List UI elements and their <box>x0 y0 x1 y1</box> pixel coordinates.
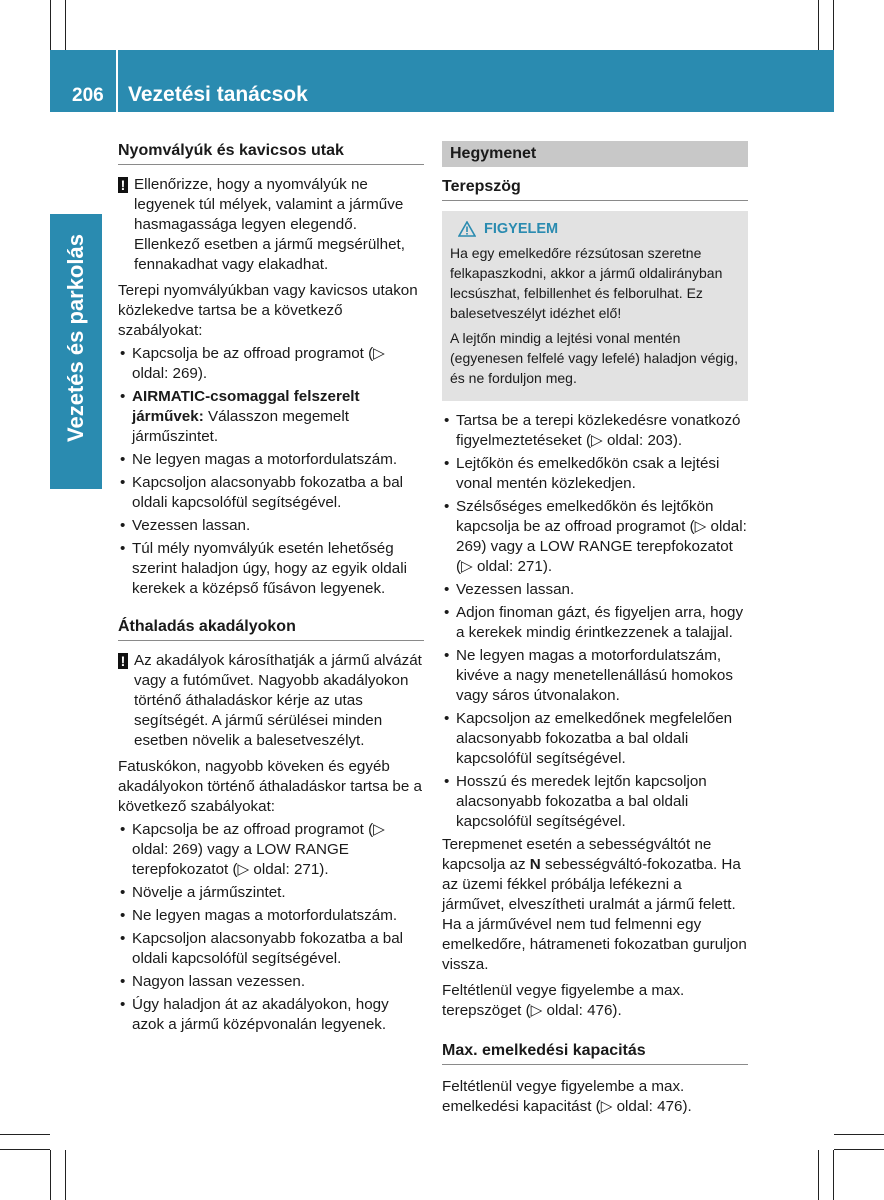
note-text: Ellenőrizze, hogy a nyomvályúk ne legyenek túl mélyek, valamint a járműve hasmagassága legyen elegendő. Ellenkező esetben a jármű megsérülhet, fennakadhat vagy elakadhat. <box>134 176 405 273</box>
note-text: Az akadályok károsíthatják a jármű alvázát vagy a futóművet. Nagyobb akadályokon történő áthaladáskor kérje az utas segítségét. A jármű sérülései minden esetben növelik a balesetveszélyt. <box>134 652 422 749</box>
warning-paragraph: Ha egy emelkedőre rézsútosan szeretne felkapaszkodni, akkor a jármű oldalirányban lecsúszhat, felbillenhet és felborulhat. Ez balesetveszélyt idézhet elő! <box>450 245 723 321</box>
list-item: • Kapcsolja be az offroad programot (▷ oldal: 269). <box>118 344 424 384</box>
list-item: • Hosszú és meredek lejtőn kapcsoljon alacsonyabb fokozatba a bal oldali kapcsolófül segítségével. <box>442 772 748 832</box>
list-item: • Lejtőkön és emelkedőkön csak a lejtési vonal mentén közlekedjen. <box>442 454 748 494</box>
warning-paragraph: A lejtőn mindig a lejtési vonal mentén (egyenesen felfelé vagy lefelé) haladjon végig, és ne forduljon meg. <box>450 330 738 386</box>
crop-mark <box>834 1134 884 1135</box>
left-column <box>118 141 424 1038</box>
warning-label: FIGYELEM <box>484 221 559 237</box>
bullet-list <box>118 344 424 599</box>
list-item: • Ne legyen magas a motorfordulatszám, kivéve a nagy menetellenállású homokos vagy sáros útvonalakon. <box>442 646 748 706</box>
warning-box <box>442 211 748 401</box>
list-item: • Szélsőséges emelkedőkön és lejtőkön kapcsolja be az offroad programot (▷ oldal: 269) vagy a LOW RANGE terepfokozatot (▷ oldal: 271). <box>442 497 748 577</box>
paragraph: Feltétlenül vegye figyelembe a max. emelkedési kapacitást (▷ oldal: 476). <box>442 1078 692 1115</box>
crop-mark <box>833 1150 834 1200</box>
section-heading: Nyomvályúk és kavicsos utak <box>118 141 424 165</box>
warning-header <box>450 219 740 239</box>
gear-position-n: N <box>529 856 541 873</box>
paragraph-text: sebességváltó-fokozatba. Ha az üzemi fékkel próbálja lefékezni a járművet, elveszítheti uralmát a jármű felett. Ha a járművével nem tud felmenni egy emelkedőre, hátrameneti fokozatban guruljon vissza. <box>442 856 747 973</box>
crop-mark <box>0 1149 50 1150</box>
list-item: • Adjon finoman gázt, és figyeljen arra, hogy a kerekek mindig érintkezzenek a talajjal. <box>442 603 748 643</box>
bullet-list <box>442 411 748 832</box>
section-heading: Áthaladás akadályokon <box>118 617 424 641</box>
page-title: Vezetési tanácsok <box>128 83 308 106</box>
right-column <box>442 141 748 1117</box>
paragraph: Fatuskókon, nagyobb köveken és egyéb akadályokon történő áthaladáskor tartsa be a következő szabályokat: <box>118 758 422 815</box>
caution-note <box>118 651 424 751</box>
exclamation-icon: ! <box>118 653 128 669</box>
list-item: • Vezessen lassan. <box>442 580 748 600</box>
section-heading-hegymenet: Hegymenet <box>442 141 748 167</box>
exclamation-icon: ! <box>118 177 128 193</box>
crop-mark <box>818 0 819 50</box>
crop-mark <box>65 1150 66 1200</box>
page-number: 206 <box>72 85 104 106</box>
crop-mark <box>0 1134 50 1135</box>
list-item: • Túl mély nyomvályúk esetén lehetőség szerint haladjon úgy, hogy az egyik oldali kerekek a középső fűsávon legyenek. <box>118 539 424 599</box>
crop-mark <box>65 0 66 50</box>
crop-mark <box>818 1150 819 1200</box>
caution-note <box>118 175 424 275</box>
list-item: • Kapcsoljon az emelkedőnek megfelelően alacsonyabb fokozatba a bal oldali kapcsolófül segítségével. <box>442 709 748 769</box>
paragraph <box>442 835 748 975</box>
list-item: • Ne legyen magas a motorfordulatszám. <box>118 450 424 470</box>
list-item-text: Válasszon megemelt járműszintet. <box>132 408 349 445</box>
list-item: • Kapcsoljon alacsonyabb fokozatba a bal oldali kapcsolófül segítségével. <box>118 929 424 969</box>
list-item: • Növelje a járműszintet. <box>118 883 424 903</box>
paragraph: Terepi nyomvályúkban vagy kavicsos utakon közlekedve tartsa be a következő szabályokat: <box>118 282 418 339</box>
list-item-bold-label: AIRMATIC-csomaggal felszerelt járművek: <box>132 388 360 425</box>
list-item: • Nagyon lassan vezessen. <box>118 972 424 992</box>
subsection-heading: Terepszög <box>442 177 748 201</box>
list-item <box>118 387 424 447</box>
crop-mark <box>50 1150 51 1200</box>
list-item: • Tartsa be a terepi közlekedésre vonatkozó figyelmeztetéseket (▷ oldal: 203). <box>442 411 748 451</box>
paragraph-text: Terepmenet esetén a sebességváltót ne kapcsolja az <box>442 836 712 873</box>
paragraph: Feltétlenül vegye figyelembe a max. terepszöget (▷ oldal: 476). <box>442 982 685 1019</box>
list-item: • Kapcsoljon alacsonyabb fokozatba a bal oldali kapcsolófül segítségével. <box>118 473 424 513</box>
list-item: • Vezessen lassan. <box>118 516 424 536</box>
crop-mark <box>50 0 51 50</box>
list-item: • Ne legyen magas a motorfordulatszám. <box>118 906 424 926</box>
header-divider <box>116 50 118 112</box>
warning-triangle-icon <box>458 221 476 237</box>
crop-mark <box>833 0 834 50</box>
list-item: • Kapcsolja be az offroad programot (▷ oldal: 269) vagy a LOW RANGE terepfokozatot (▷ oldal: 271). <box>118 820 424 880</box>
list-item: • Úgy haladjon át az akadályokon, hogy azok a jármű középvonalán legyenek. <box>118 995 424 1035</box>
section-heading: Max. emelkedési kapacitás <box>442 1041 748 1065</box>
crop-mark <box>834 1149 884 1150</box>
chapter-side-label: Vezetés és parkolás <box>63 234 88 442</box>
bullet-list <box>118 820 424 1035</box>
